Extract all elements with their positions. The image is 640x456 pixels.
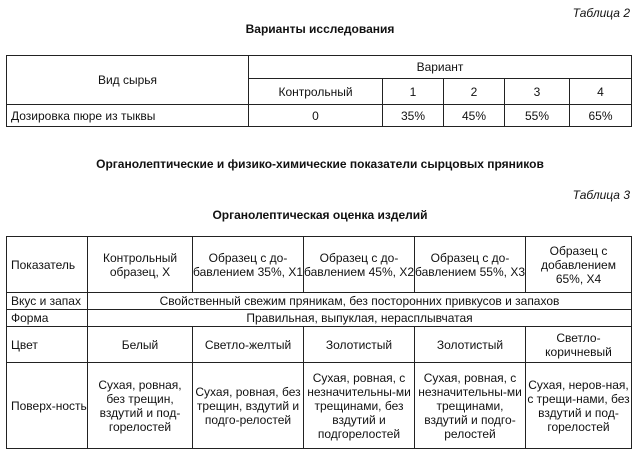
row-label-surface: Поверх-ность xyxy=(7,363,88,449)
column-x2: Образец с до-бавлением 45%, Х2 xyxy=(304,237,415,293)
table2-caption: Таблица 2 xyxy=(572,6,630,20)
organoleptic-table xyxy=(6,236,632,449)
column-control: Контрольный образец, Х xyxy=(88,237,193,293)
column-x3: Образец с до-бавлением 55%, Х3 xyxy=(415,237,526,293)
variant-3: 3 xyxy=(505,79,570,105)
surface-control: Сухая, ровная, без трещин, вздутий и под-горелостей xyxy=(88,363,193,449)
dosage-3: 55% xyxy=(505,105,570,127)
table3-caption: Таблица 3 xyxy=(572,188,630,202)
variants-table xyxy=(6,55,632,127)
header-indicator: Показатель xyxy=(7,237,88,293)
header-variant: Вариант xyxy=(249,56,632,79)
dosage-2: 45% xyxy=(444,105,505,127)
surface-x2: Сухая, ровная, с незначительны-ми трещинами, без вздутий и подгорелостей xyxy=(304,363,415,449)
variant-4: 4 xyxy=(570,79,632,105)
variant-2: 2 xyxy=(444,79,505,105)
dosage-control: 0 xyxy=(249,105,383,127)
table2-title: Варианты исследования xyxy=(245,22,395,36)
variant-control: Контрольный xyxy=(249,79,383,105)
surface-x1: Сухая, ровная, без трещин, вздутий и подго-релостей xyxy=(193,363,304,449)
form-value: Правильная, выпуклая, нерасплывчатая xyxy=(88,310,632,327)
row-label-dosage: Дозировка пюре из тыквы xyxy=(7,105,249,127)
color-x2: Золотистый xyxy=(304,327,415,363)
taste-value: Свойственный свежим пряникам, без посторонних привкусов и запахов xyxy=(88,293,632,310)
variant-1: 1 xyxy=(383,79,444,105)
color-x4: Светло-коричневый xyxy=(526,327,632,363)
row-label-form: Форма xyxy=(7,310,88,327)
color-x3: Золотистый xyxy=(415,327,526,363)
section-heading: Органолептические и физико-химические показатели сырцовых пряников xyxy=(96,157,544,171)
row-label-taste: Вкус и запах xyxy=(7,293,88,310)
surface-x4: Сухая, неров-ная, с трещи-нами, без вздутий и под-горелостей xyxy=(526,363,632,449)
column-x1: Образец с до-бавлением 35%, Х1 xyxy=(193,237,304,293)
column-x4: Образец с добавлением 65%, Х4 xyxy=(526,237,632,293)
table3-title: Органолептическая оценка изделий xyxy=(212,208,428,222)
color-control: Белый xyxy=(88,327,193,363)
header-raw-material: Вид сырья xyxy=(7,56,249,105)
row-label-color: Цвет xyxy=(7,327,88,363)
color-x1: Светло-желтый xyxy=(193,327,304,363)
dosage-1: 35% xyxy=(383,105,444,127)
surface-x3: Сухая, ровная, с незначительны-ми трещинами, вздутий и подго-релостей xyxy=(415,363,526,449)
dosage-4: 65% xyxy=(570,105,632,127)
